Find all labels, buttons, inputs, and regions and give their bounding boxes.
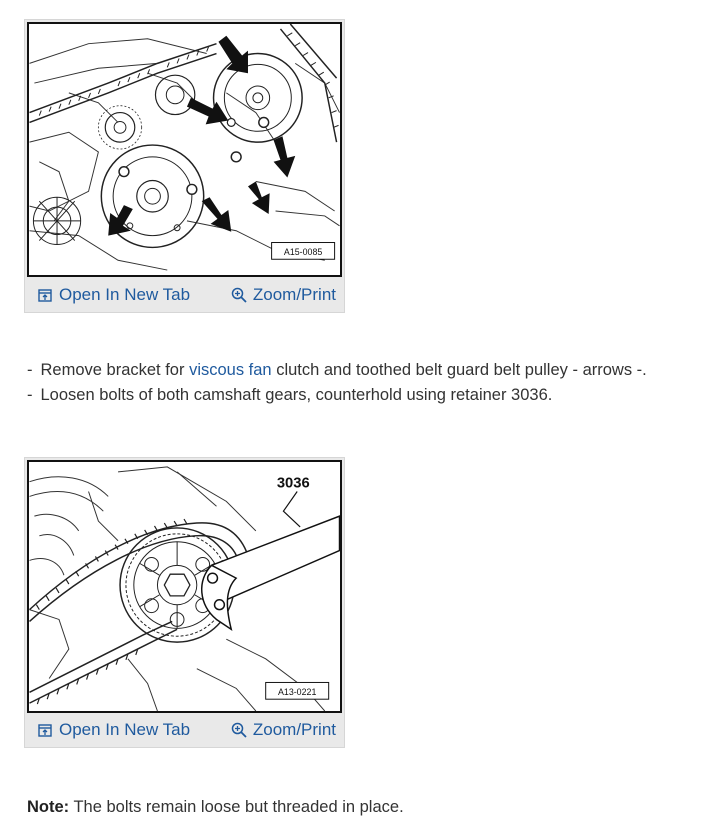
note-text: The bolts remain loose but threaded in place. <box>69 798 404 816</box>
step-2 <box>27 386 552 405</box>
viscous-fan-link[interactable]: viscous fan <box>189 361 272 379</box>
figure-2-label: A13-0221 <box>278 686 317 697</box>
camshaft-retainer-diagram <box>29 462 340 711</box>
figure-2 <box>24 457 345 748</box>
step-2-dash: - <box>27 386 33 404</box>
step-1-text-before: Remove bracket for <box>40 361 190 379</box>
open-in-new-tab-label: Open In New Tab <box>59 720 191 739</box>
zoom-print-link[interactable] <box>231 720 336 740</box>
zoom-print-label: Zoom/Print <box>252 720 336 739</box>
step-1 <box>27 361 647 380</box>
open-in-new-tab-label: Open In New Tab <box>59 285 191 304</box>
open-in-new-tab-link[interactable] <box>37 720 190 740</box>
note-label: Note: <box>27 798 70 816</box>
tool-number-label: 3036 <box>276 475 310 492</box>
engine-belt-diagram <box>29 24 340 275</box>
open-new-tab-icon <box>37 287 53 303</box>
zoom-print-label: Zoom/Print <box>252 285 336 304</box>
note <box>27 798 404 817</box>
zoom-print-link[interactable] <box>231 285 336 305</box>
figure-1-links <box>25 278 344 312</box>
open-in-new-tab-link[interactable] <box>37 285 190 305</box>
figure-1-image[interactable] <box>27 22 342 277</box>
step-1-text-after: clutch and toothed belt guard belt pulley - arrows -. <box>271 361 647 379</box>
figure-1-label: A15-0085 <box>283 246 323 257</box>
zoom-in-icon <box>231 287 247 303</box>
step-2-text: Loosen bolts of both camshaft gears, counterhold using retainer 3036. <box>40 386 553 404</box>
figure-2-image[interactable] <box>27 460 342 713</box>
open-new-tab-icon <box>37 722 53 738</box>
figure-1 <box>24 19 345 313</box>
zoom-in-icon <box>231 722 247 738</box>
step-1-dash: - <box>27 361 33 379</box>
figure-2-links <box>25 713 344 747</box>
